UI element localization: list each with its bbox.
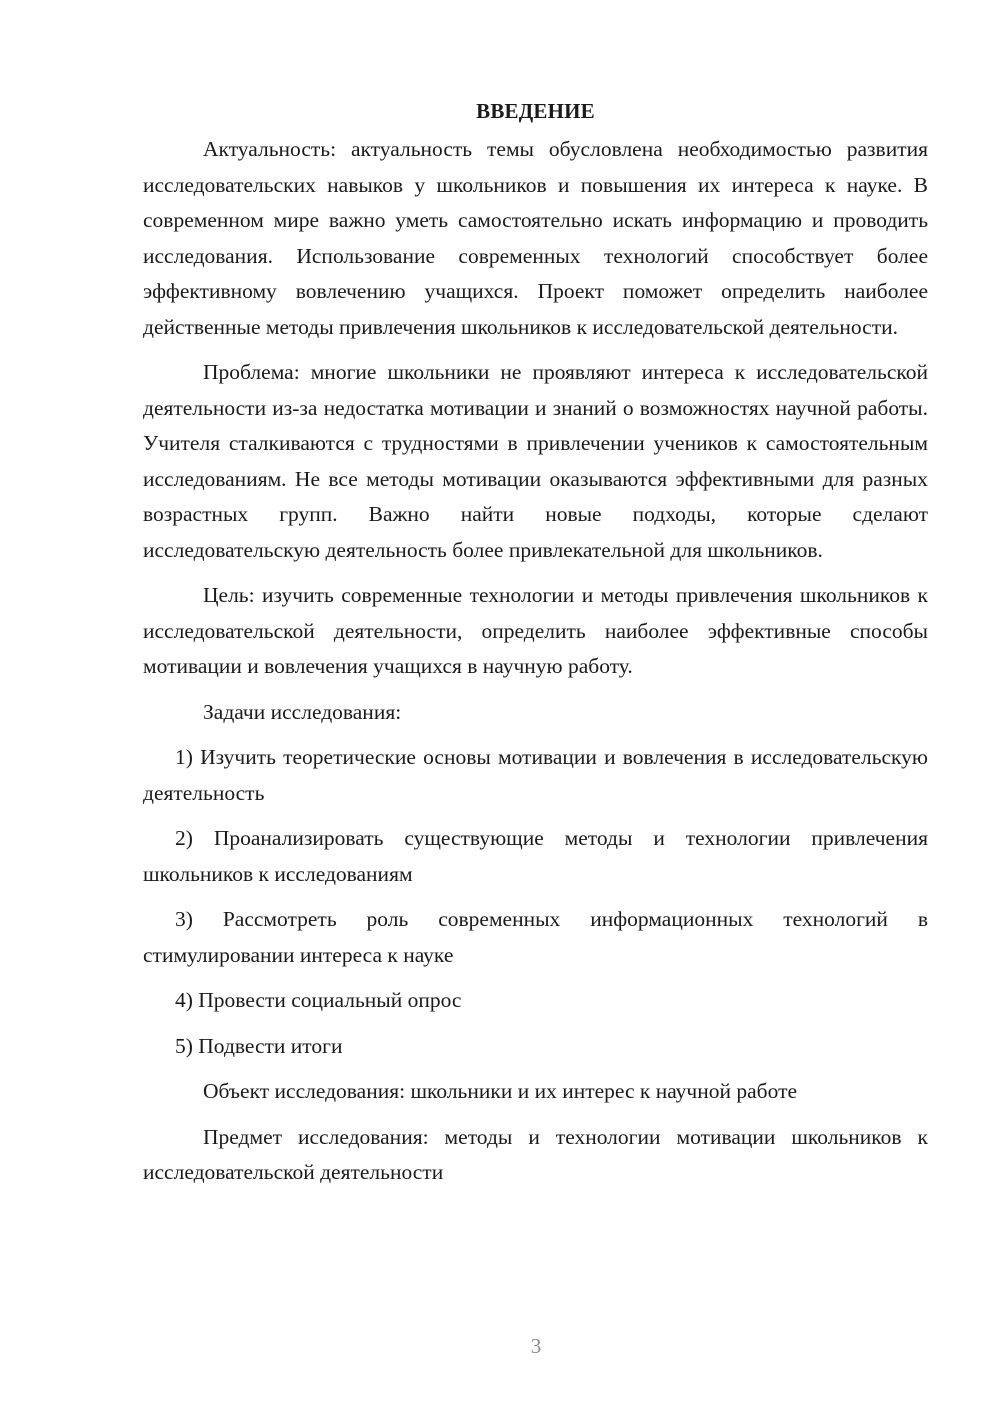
task-item: 2) Проанализировать существующие методы и технологии привлечения школьников к исследованиям (143, 826, 928, 886)
task-item: 5) Подвести итоги (175, 1033, 343, 1058)
paragraph-object: Объект исследования: школьники и их интерес к научной работе (203, 1079, 798, 1103)
page-content (143, 96, 928, 1201)
paragraph-goal: Цель: изучить современные технологии и методы привлечения школьников к исследовательской деятельности, определить наиболее эффективные способы мотивации и вовлечения учащихся в научную работу. (143, 583, 928, 678)
task-item: 1) Изучить теоретические основы мотивации и вовлечения в исследовательскую деятельность (143, 745, 928, 805)
paragraph-problem: Проблема: многие школьники не проявляют интереса к исследовательской деятельности из-за недостатка мотивации и знаний о возможностях научной работы. Учителя сталкиваются с трудностями в привлечении учеников к самостоятельным исследованиям. Не все методы мотивации оказываются эффективными для разных возрастных групп. Важно найти новые подходы, которые сделают исследовательскую деятельность более привлекательной для школьников. (143, 360, 928, 562)
page-title: ВВЕДЕНИЕ (476, 99, 595, 123)
tasks-heading: Задачи исследования: (203, 699, 402, 724)
paragraph-subject: Предмет исследования: методы и технологии мотивации школьников к исследовательской деятельности (143, 1124, 928, 1184)
task-item: 3) Рассмотреть роль современных информационных технологий в стимулировании интереса к науке (143, 907, 928, 967)
paragraph-relevance: Актуальность: актуальность темы обусловлена необходимостью развития исследовательских навыков у школьников и повышения их интереса к науке. В современном мире важно уметь самостоятельно искать информацию и проводить исследования. Использование современных технологий способствует более эффективному вовлечению учащихся. Проект поможет определить наиболее действенные методы привлечения школьников к исследовательской деятельности. (143, 137, 928, 339)
task-item: 4) Провести социальный опрос (175, 988, 462, 1012)
page-number: 3 (530, 1334, 542, 1358)
tasks-list (143, 740, 928, 1064)
